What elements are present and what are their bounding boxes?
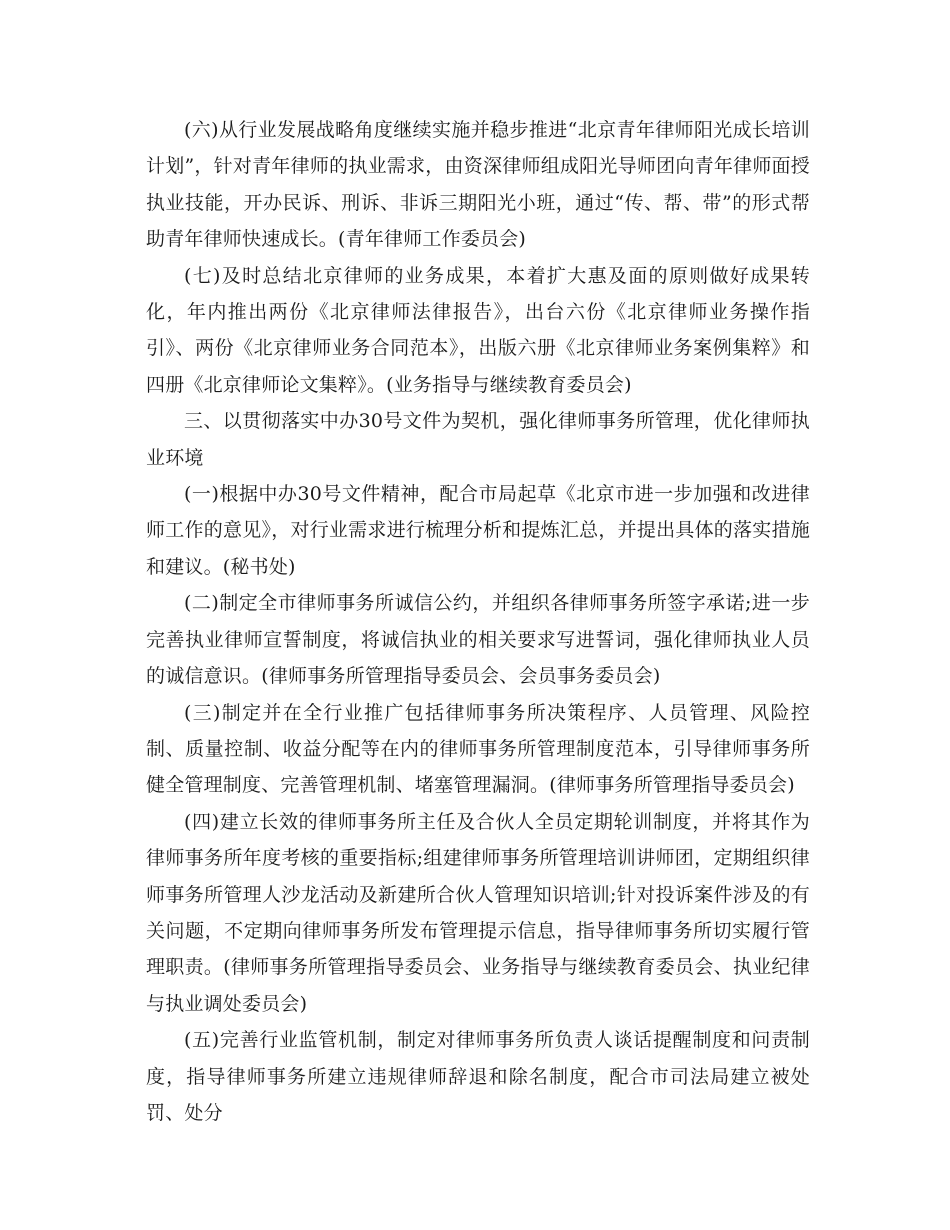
paragraph-six-youth-lawyer-training: (六)从行业发展战略角度继续实施并稳步推进“北京青年律师阳光成长培训计划”，针对青年律师的执业需求，由资深律师组成阳光导师团向青年律师面授执业技能，开办民诉、刑诉、非诉三期阳光小班，通过“传、帮、带”的形式帮助青年律师快速成长。(青年律师工作委员会) [146, 119, 810, 251]
paragraph-four-partner-training: (四)建立长效的律师事务所主任及合伙人全员定期轮训制度，并将其作为律师事务所年度考核的重要指标;组建律师事务所管理培训讲师团，定期组织律师事务所管理人沙龙活动及新建所合伙人管理知识培训;针对投诉案件涉及的有关问题，不定期向律师事务所发布管理提示信息，指导律师事务所切实履行管理职责。(律师事务所管理指导委员会、业务指导与继续教育委员会、执业纪律与执业调处委员会) [146, 810, 810, 1015]
paragraph-five-supervision-mechanism: (五)完善行业监管机制，制定对律师事务所负责人谈话提醒制度和问责制度，指导律师事务所建立违规律师辞退和除名制度，配合市司法局建立被处罚、处分 [146, 1029, 810, 1124]
document-page [146, 112, 810, 1131]
section-three-heading: 三、以贯彻落实中办30号文件为契机，强化律师事务所管理，优化律师执业环境 [146, 410, 810, 469]
paragraph-two-integrity-convention: (二)制定全市律师事务所诚信公约，并组织各律师事务所签字承诺;进一步完善执业律师宣誓制度，将诚信执业的相关要求写进誓词，强化律师执业人员的诚信意识。(律师事务所管理指导委员会、会员事务委员会) [146, 592, 810, 688]
paragraph-seven-business-results: (七)及时总结北京律师的业务成果，本着扩大惠及面的原则做好成果转化，年内推出两份《北京律师法律报告》，出台六份《北京律师业务操作指引》、两份《北京律师业务合同范本》，出版六册《北京律师业务案例集粹》和四册《北京律师论文集粹》。(业务指导与继续教育委员会) [146, 264, 810, 396]
paragraph-one-document-30: (一)根据中办30号文件精神，配合市局起草《北京市进一步加强和改进律师工作的意见》，对行业需求进行梳理分析和提炼汇总，并提出具体的落实措施和建议。(秘书处) [146, 483, 810, 578]
paragraph-three-management-template: (三)制定并在全行业推广包括律师事务所决策程序、人员管理、风险控制、质量控制、收益分配等在内的律师事务所管理制度范本，引导律师事务所健全管理制度、完善管理机制、堵塞管理漏洞。(律师事务所管理指导委员会) [146, 701, 810, 797]
